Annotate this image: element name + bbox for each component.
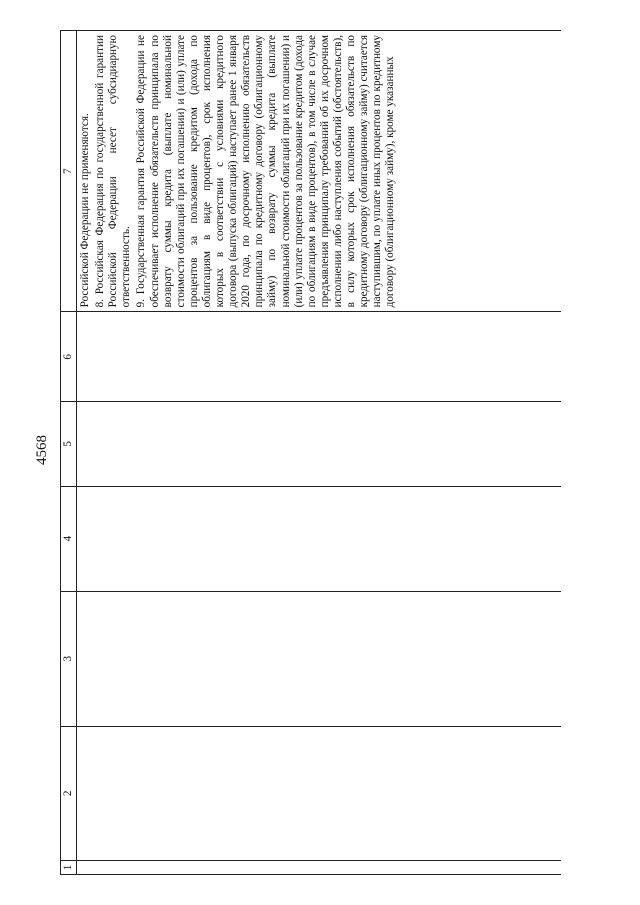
paragraph-item-8: 8. Российская Федерация по государственной гарантии Российской Федерации несет субсидиарную ответственность.	[94, 35, 133, 308]
column-header-7: 7	[61, 31, 77, 312]
continuation-table	[60, 30, 561, 875]
paragraph-item-9: 9. Государственная гарантия Российской Федерации не обеспечивает исполнение обязательств принципала по возврату суммы кредита (выплате номинальной стоимости облигаций при их погашении) и (или) уплате процентов за пользование кредитом (дохода по облигациям в виде процентов), срок исполнения которых в соответствии с условиями кредитного договора (выпуска облигаций) наступает ранее 1 января 2020 года, по досрочному исполнению обязательств принципала по кредитному договору (облигационному займу) по возврату суммы кредита (выплате номинальной стоимости облигаций при их погашении) и (или) уплате процентов за пользование кредитом (дохода по облигациям в виде процентов), в том числе в случае предъявления принципалу требований об их досрочном исполнении либо наступления событий (обстоятельств), в силу которых срок исполнения обязательств по кредитному договору (облигационному займу) считается наступившим, по уплате иных процентов по кредитному договору (облигационному займу), кроме указанных	[135, 35, 397, 308]
paragraph-continuation: Российской Федерации не применяются.	[79, 113, 92, 308]
page-number: 4568	[34, 435, 50, 465]
table-row	[77, 31, 562, 875]
table-cell-col-6	[77, 312, 562, 402]
column-header-4: 4	[61, 486, 77, 591]
table-cell-col-4	[77, 486, 562, 591]
column-header-2: 2	[61, 726, 77, 860]
table-header-row	[61, 31, 77, 875]
column-header-1: 1	[61, 860, 77, 874]
table-cell-col-2	[77, 726, 562, 860]
column-header-3: 3	[61, 591, 77, 726]
table-cell-col-7	[77, 31, 562, 312]
column-header-6: 6	[61, 312, 77, 402]
table-cell-col-1	[77, 860, 562, 874]
column-header-5: 5	[61, 402, 77, 486]
table-cell-col-3	[77, 591, 562, 726]
rotated-page-content	[60, 30, 580, 875]
table-cell-col-5	[77, 402, 562, 486]
